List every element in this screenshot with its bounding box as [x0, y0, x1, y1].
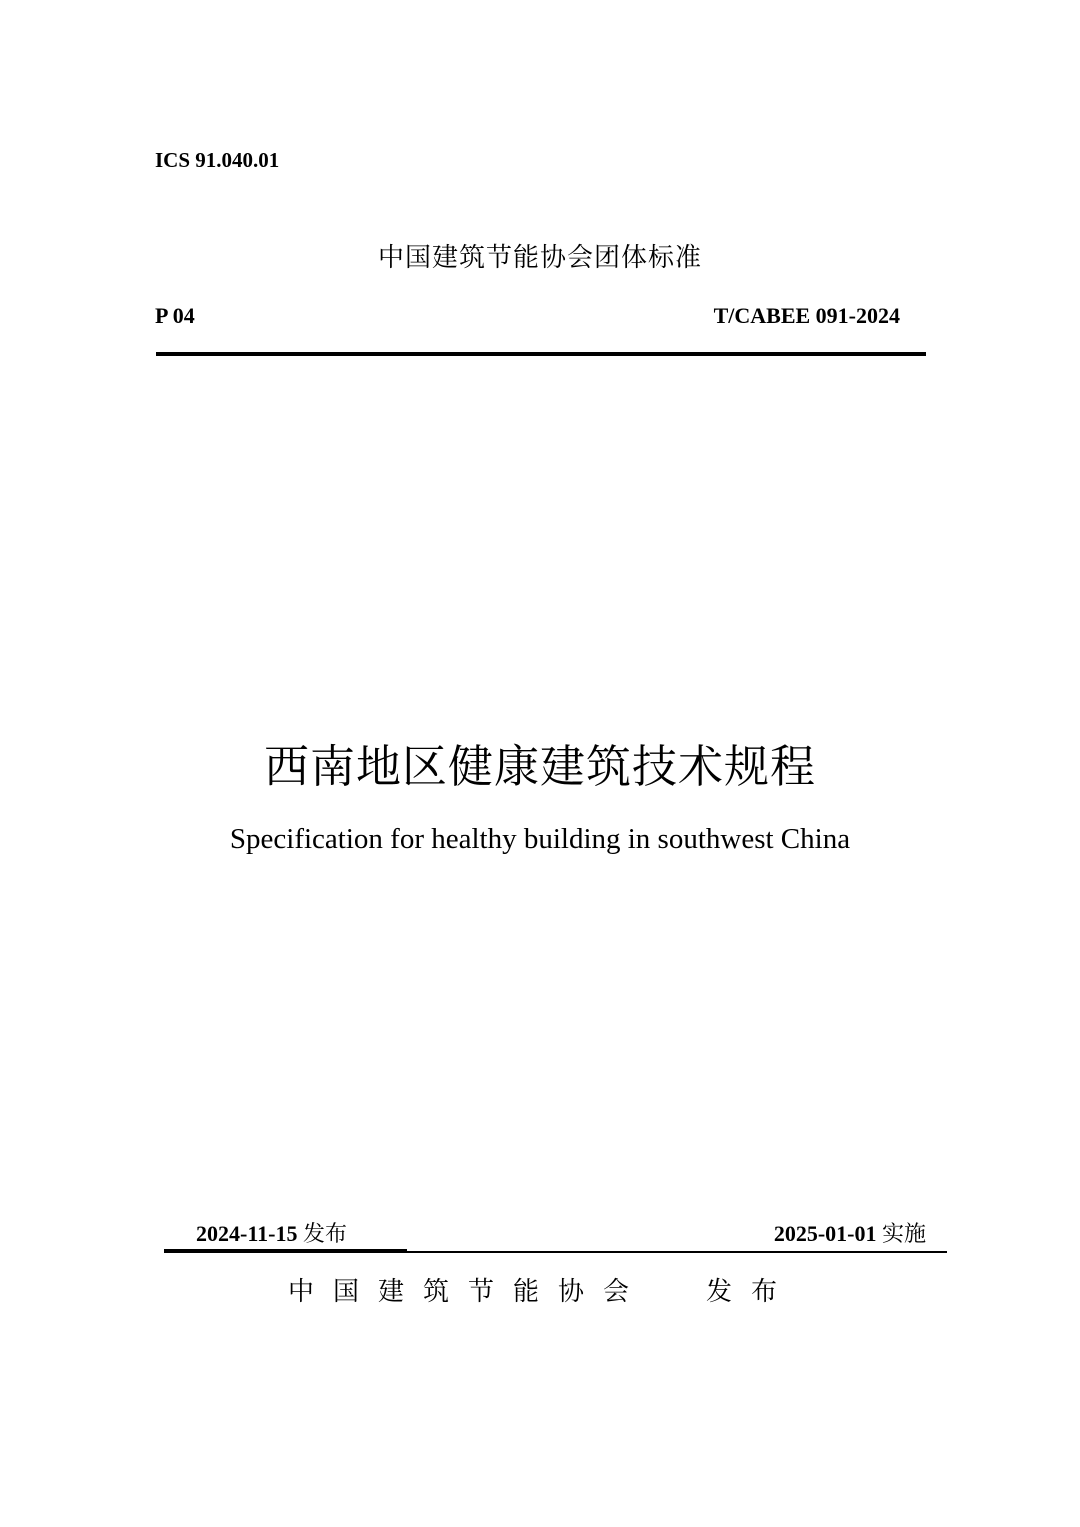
effective-date: 2025-01-01 — [773, 1221, 877, 1246]
title-english: Specification for healthy building in southwest China — [229, 823, 851, 855]
org-standard-label: 中国建筑节能协会团体标准 — [377, 243, 702, 273]
standard-number: T/CABEE 091-2024 — [713, 303, 900, 328]
effective-date-line — [774, 1218, 926, 1251]
issue-date: 2024-11-15 — [196, 1221, 298, 1246]
issue-date-line — [196, 1218, 347, 1251]
ics-code: ICS 91.040.01 — [155, 148, 280, 172]
publisher-name: 中国建筑节能协会 — [288, 1277, 649, 1307]
footer-rule — [164, 1251, 947, 1253]
effective-label: 实施 — [881, 1222, 926, 1247]
issue-label: 发布 — [302, 1222, 347, 1247]
publish-word: 发布 — [706, 1277, 797, 1307]
header-rule — [156, 352, 926, 356]
title-chinese: 西南地区健康建筑技术规程 — [263, 740, 816, 793]
ccs-code: P 04 — [155, 303, 195, 328]
